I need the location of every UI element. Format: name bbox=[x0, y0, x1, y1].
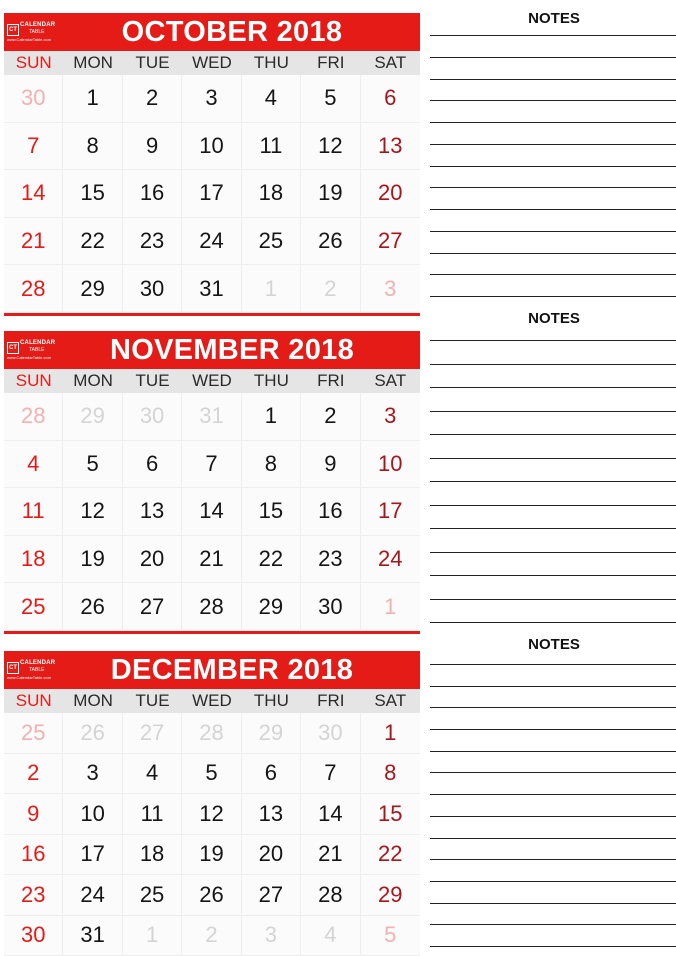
weekday-mon: MON bbox=[63, 689, 122, 713]
day-cell: 22 bbox=[242, 536, 301, 584]
day-cell: 24 bbox=[63, 875, 122, 916]
note-line bbox=[430, 707, 676, 708]
note-line bbox=[430, 144, 676, 145]
day-cell: 10 bbox=[182, 123, 241, 171]
weekday-sun: SUN bbox=[4, 689, 63, 713]
day-cell-adjacent-month: 30 bbox=[4, 75, 63, 123]
day-grid bbox=[4, 75, 420, 313]
day-cell: 4 bbox=[4, 441, 63, 489]
day-cell-adjacent-month: 29 bbox=[63, 393, 122, 441]
day-cell: 19 bbox=[182, 835, 241, 876]
day-cell: 30 bbox=[123, 265, 182, 313]
day-cell: 3 bbox=[63, 754, 122, 795]
weekday-fri: FRI bbox=[301, 51, 360, 75]
day-cell: 29 bbox=[361, 875, 420, 916]
note-line bbox=[430, 411, 676, 412]
day-cell: 22 bbox=[361, 835, 420, 876]
day-cell: 18 bbox=[123, 835, 182, 876]
calendar-table-logo: CT CALENDAR TABLE www.CalendarTable.com bbox=[7, 22, 65, 44]
day-cell: 5 bbox=[182, 754, 241, 795]
note-line bbox=[430, 274, 676, 275]
day-cell-adjacent-month: 3 bbox=[242, 916, 301, 956]
day-cell: 16 bbox=[4, 835, 63, 876]
day-cell: 7 bbox=[4, 123, 63, 171]
note-line bbox=[430, 794, 676, 795]
day-cell: 25 bbox=[4, 583, 63, 631]
day-cell-adjacent-month: 2 bbox=[182, 916, 241, 956]
day-cell: 17 bbox=[63, 835, 122, 876]
day-cell: 22 bbox=[63, 218, 122, 266]
day-cell: 27 bbox=[242, 875, 301, 916]
logo-mark: CT bbox=[7, 24, 19, 36]
note-line bbox=[430, 296, 676, 297]
day-cell: 18 bbox=[4, 536, 63, 584]
note-line bbox=[430, 340, 676, 341]
note-line bbox=[430, 664, 676, 665]
notes-heading: NOTES bbox=[432, 310, 676, 327]
weekday-tue: TUE bbox=[123, 369, 182, 393]
day-cell: 4 bbox=[242, 75, 301, 123]
day-cell: 14 bbox=[301, 794, 360, 835]
month-november bbox=[4, 331, 420, 631]
day-cell: 10 bbox=[63, 794, 122, 835]
day-cell: 4 bbox=[123, 754, 182, 795]
month-header bbox=[4, 331, 420, 369]
day-cell: 23 bbox=[301, 536, 360, 584]
note-line bbox=[430, 122, 676, 123]
day-cell: 2 bbox=[301, 393, 360, 441]
day-cell: 20 bbox=[242, 835, 301, 876]
note-line bbox=[430, 924, 676, 925]
day-cell: 5 bbox=[301, 75, 360, 123]
day-cell: 20 bbox=[361, 170, 420, 218]
day-cell: 11 bbox=[4, 488, 63, 536]
day-cell: 24 bbox=[182, 218, 241, 266]
day-cell: 1 bbox=[63, 75, 122, 123]
day-cell: 30 bbox=[4, 916, 63, 956]
weekday-header bbox=[4, 51, 420, 75]
day-cell: 17 bbox=[361, 488, 420, 536]
day-cell-adjacent-month: 29 bbox=[242, 713, 301, 754]
weekday-wed: WED bbox=[182, 369, 241, 393]
note-line bbox=[430, 816, 676, 817]
month-header bbox=[4, 13, 420, 51]
note-line bbox=[430, 946, 676, 947]
notes-heading: NOTES bbox=[432, 636, 676, 653]
day-cell: 8 bbox=[361, 754, 420, 795]
day-cell-adjacent-month: 2 bbox=[301, 265, 360, 313]
day-cell-adjacent-month: 5 bbox=[361, 916, 420, 956]
note-line bbox=[430, 903, 676, 904]
month-title: NOVEMBER 2018 bbox=[44, 331, 420, 369]
note-line bbox=[430, 166, 676, 167]
weekday-fri: FRI bbox=[301, 689, 360, 713]
calendar-table-logo: CT CALENDAR TABLE www.CalendarTable.com bbox=[7, 660, 65, 682]
day-cell-adjacent-month: 3 bbox=[361, 265, 420, 313]
day-cell: 11 bbox=[123, 794, 182, 835]
weekday-fri: FRI bbox=[301, 369, 360, 393]
day-cell: 26 bbox=[301, 218, 360, 266]
month-header bbox=[4, 651, 420, 689]
weekday-mon: MON bbox=[63, 51, 122, 75]
note-line bbox=[430, 859, 676, 860]
day-cell: 30 bbox=[301, 583, 360, 631]
day-cell: 3 bbox=[182, 75, 241, 123]
weekday-sat: SAT bbox=[361, 369, 420, 393]
day-cell: 25 bbox=[123, 875, 182, 916]
note-line bbox=[430, 364, 676, 365]
note-line bbox=[430, 57, 676, 58]
day-cell-adjacent-month: 30 bbox=[301, 713, 360, 754]
note-line bbox=[430, 458, 676, 459]
note-line bbox=[430, 100, 676, 101]
day-cell: 12 bbox=[182, 794, 241, 835]
day-cell: 2 bbox=[4, 754, 63, 795]
day-cell: 2 bbox=[123, 75, 182, 123]
day-cell: 21 bbox=[301, 835, 360, 876]
note-line bbox=[430, 231, 676, 232]
note-line bbox=[430, 838, 676, 839]
day-cell: 16 bbox=[123, 170, 182, 218]
day-cell: 10 bbox=[361, 441, 420, 489]
weekday-wed: WED bbox=[182, 51, 241, 75]
day-cell-adjacent-month: 31 bbox=[182, 393, 241, 441]
day-cell: 21 bbox=[4, 218, 63, 266]
note-line bbox=[430, 187, 676, 188]
note-line bbox=[430, 729, 676, 730]
day-cell: 18 bbox=[242, 170, 301, 218]
note-line bbox=[430, 599, 676, 600]
weekday-sun: SUN bbox=[4, 369, 63, 393]
month-title: OCTOBER 2018 bbox=[44, 13, 420, 51]
note-line bbox=[430, 881, 676, 882]
note-line bbox=[430, 528, 676, 529]
weekday-wed: WED bbox=[182, 689, 241, 713]
month-divider bbox=[4, 313, 420, 316]
weekday-tue: TUE bbox=[123, 51, 182, 75]
day-cell: 9 bbox=[4, 794, 63, 835]
day-cell: 11 bbox=[242, 123, 301, 171]
note-line bbox=[430, 35, 676, 36]
day-cell: 14 bbox=[4, 170, 63, 218]
day-cell: 8 bbox=[242, 441, 301, 489]
weekday-tue: TUE bbox=[123, 689, 182, 713]
note-line bbox=[430, 552, 676, 553]
note-line bbox=[430, 387, 676, 388]
day-cell: 9 bbox=[301, 441, 360, 489]
day-cell: 19 bbox=[63, 536, 122, 584]
day-cell: 23 bbox=[4, 875, 63, 916]
day-cell-adjacent-month: 26 bbox=[63, 713, 122, 754]
logo-mark: CT bbox=[7, 342, 19, 354]
note-line bbox=[430, 253, 676, 254]
day-cell: 31 bbox=[63, 916, 122, 956]
calendar-table-logo: CT CALENDAR TABLE www.CalendarTable.com bbox=[7, 340, 65, 362]
logo-mark: CT bbox=[7, 662, 19, 674]
note-line bbox=[430, 209, 676, 210]
month-october bbox=[4, 13, 420, 313]
day-grid bbox=[4, 393, 420, 631]
day-cell-adjacent-month: 28 bbox=[182, 713, 241, 754]
day-cell: 20 bbox=[123, 536, 182, 584]
day-cell: 3 bbox=[361, 393, 420, 441]
day-cell: 6 bbox=[361, 75, 420, 123]
day-cell: 1 bbox=[361, 713, 420, 754]
day-cell: 28 bbox=[182, 583, 241, 631]
day-cell-adjacent-month: 30 bbox=[123, 393, 182, 441]
day-cell: 15 bbox=[361, 794, 420, 835]
day-cell: 31 bbox=[182, 265, 241, 313]
day-cell: 15 bbox=[242, 488, 301, 536]
day-cell-adjacent-month: 1 bbox=[242, 265, 301, 313]
day-cell: 27 bbox=[361, 218, 420, 266]
day-cell: 28 bbox=[4, 265, 63, 313]
day-cell-adjacent-month: 4 bbox=[301, 916, 360, 956]
day-cell: 13 bbox=[361, 123, 420, 171]
day-cell-adjacent-month: 25 bbox=[4, 713, 63, 754]
month-title: DECEMBER 2018 bbox=[44, 651, 420, 689]
day-cell: 19 bbox=[301, 170, 360, 218]
day-cell: 13 bbox=[123, 488, 182, 536]
day-cell: 13 bbox=[242, 794, 301, 835]
day-cell-adjacent-month: 27 bbox=[123, 713, 182, 754]
day-cell: 25 bbox=[242, 218, 301, 266]
day-cell: 6 bbox=[123, 441, 182, 489]
note-line bbox=[430, 686, 676, 687]
weekday-thu: THU bbox=[242, 51, 301, 75]
day-cell: 17 bbox=[182, 170, 241, 218]
weekday-sun: SUN bbox=[4, 51, 63, 75]
day-cell: 5 bbox=[63, 441, 122, 489]
day-cell: 29 bbox=[63, 265, 122, 313]
weekday-thu: THU bbox=[242, 689, 301, 713]
day-cell: 8 bbox=[63, 123, 122, 171]
day-cell: 27 bbox=[123, 583, 182, 631]
day-cell-adjacent-month: 1 bbox=[123, 916, 182, 956]
note-line bbox=[430, 772, 676, 773]
day-cell: 26 bbox=[63, 583, 122, 631]
month-december bbox=[4, 651, 420, 956]
day-cell: 12 bbox=[301, 123, 360, 171]
day-grid bbox=[4, 713, 420, 956]
day-cell: 9 bbox=[123, 123, 182, 171]
note-line bbox=[430, 622, 676, 623]
weekday-sat: SAT bbox=[361, 689, 420, 713]
day-cell: 29 bbox=[242, 583, 301, 631]
day-cell-adjacent-month: 1 bbox=[361, 583, 420, 631]
notes-heading: NOTES bbox=[432, 10, 676, 27]
day-cell: 15 bbox=[63, 170, 122, 218]
weekday-thu: THU bbox=[242, 369, 301, 393]
day-cell: 7 bbox=[182, 441, 241, 489]
day-cell: 21 bbox=[182, 536, 241, 584]
day-cell: 6 bbox=[242, 754, 301, 795]
note-line bbox=[430, 505, 676, 506]
note-line bbox=[430, 79, 676, 80]
note-line bbox=[430, 751, 676, 752]
note-line bbox=[430, 434, 676, 435]
day-cell: 1 bbox=[242, 393, 301, 441]
day-cell: 16 bbox=[301, 488, 360, 536]
day-cell: 23 bbox=[123, 218, 182, 266]
weekday-header bbox=[4, 369, 420, 393]
day-cell: 24 bbox=[361, 536, 420, 584]
month-divider bbox=[4, 631, 420, 634]
note-line bbox=[430, 575, 676, 576]
day-cell: 7 bbox=[301, 754, 360, 795]
weekday-sat: SAT bbox=[361, 51, 420, 75]
note-line bbox=[430, 481, 676, 482]
day-cell: 26 bbox=[182, 875, 241, 916]
weekday-mon: MON bbox=[63, 369, 122, 393]
day-cell-adjacent-month: 28 bbox=[4, 393, 63, 441]
day-cell: 12 bbox=[63, 488, 122, 536]
weekday-header bbox=[4, 689, 420, 713]
day-cell: 14 bbox=[182, 488, 241, 536]
day-cell: 28 bbox=[301, 875, 360, 916]
